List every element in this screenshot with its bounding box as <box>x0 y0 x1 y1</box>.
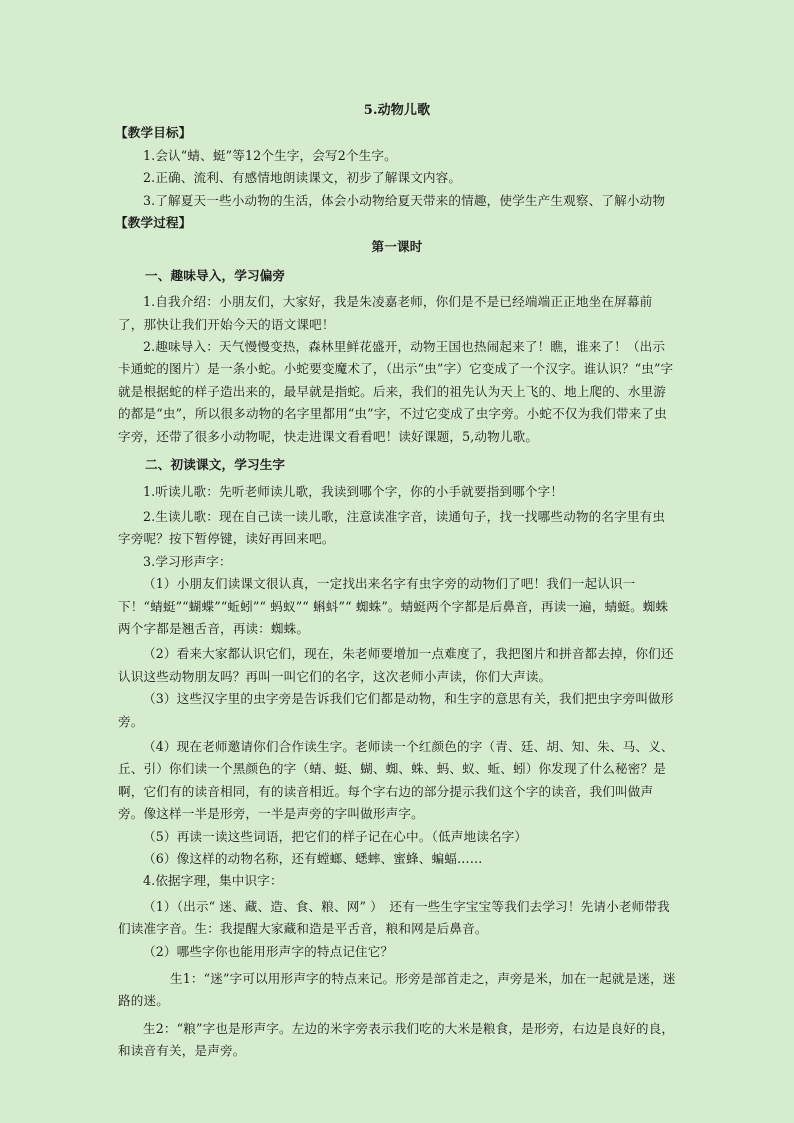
paragraph: 1.听读儿歌：先听老师读儿歌，我读到哪个字，你的小手就要指到哪个字！ <box>143 483 564 499</box>
paragraph: 生1：“迷”字可以用形声字的特点来记。形旁是部首走之，声旁是米，加在一起就是迷，迷路的迷。 <box>118 971 676 1009</box>
paragraph: 2.生读儿歌：现在自己读一读儿歌，注意读准字音，读通句子，找一找哪些动物的名字里有虫字旁呢？按下暂停键，读好再回来吧。 <box>118 508 666 547</box>
paragraph: 1.自我介绍：小朋友们，大家好，我是朱凌嘉老师，你们是不是已经端端正正地坐在屏幕前了，那快让我们开始今天的语文课吧！ <box>118 294 653 332</box>
document-body <box>115 100 676 1063</box>
lesson-title: 第一课时 <box>371 239 423 255</box>
paragraph: （4）现在老师邀请你们合作读生字。老师读一个红颜色的字（青、廷、胡、知、朱、马、义、丘、引）你们读一个黑颜色的字（蜻、蜓、蝴、蜘、蛛、蚂、蚁、蚯、蚓）你发现了什么秘密？是啊，它们有的读音相同，有的读音相近。每个字右边的部分提示我们这个字的读音，我们叫做声旁。像这样一半是形旁，一半是声旁的字叫做形声字。 <box>118 738 674 822</box>
section-heading: 二、初读课文，学习生字 <box>145 457 286 473</box>
paragraph: 2.趣味导入：天气慢慢变热，森林里鲜花盛开，动物王国也热闹起来了！瞧，谁来了！（出示卡通蛇的图片）是一条小蛇。小蛇要变魔术了，（出示“虫”字）它变成了一个汉字。谁认识？“虫”字就是根据蛇的样子造出来的，最早就是指蛇。后来，我们的祖先认为天上飞的、地上爬的、水里游的都是“虫”，所以很多动物的名字里都用“虫”字，不过它变成了虫字旁。小蛇不仅为我们带来了虫字旁，还带了很多小动物呢，快走进课文看看吧！读好课题，5,动物儿歌。 <box>118 339 674 444</box>
goal-item: 3.了解夏天一些小动物的生活，体会小动物给夏天带来的情趣，使学生产生观察、了解小动物 <box>143 192 666 208</box>
paragraph: （1）（出示“ 迷、藏、造、食、粮、网” ） 还有一些生字宝宝等我们去学习！先请小老师带我们读准字音。生：我提醒大家藏和造是平舌音，粮和网是后鼻音。 <box>118 898 670 937</box>
paragraph: 3.学习形声字： <box>143 553 232 569</box>
paragraph: （5）再读一读这些词语，把它们的样子记在心中。（低声地读名字） <box>143 828 528 844</box>
paragraph: （2）看来大家都认识它们，现在，朱老师要增加一点难度了，我把图片和拼音都去掉，你们还认识这些动物朋友吗？再叫一叫它们的名字，这次老师小声读，你们大声读。 <box>118 646 674 684</box>
paragraph: 生2：“粮”字也是形声字。左边的米字旁表示我们吃的大米是粮食，是形旁，右边是良好的良，和读音有关，是声旁。 <box>118 1020 675 1059</box>
goal-item: 1.会认“蜻、蜓”等12个生字，会写2个生字。 <box>143 147 397 163</box>
goals-heading: 【教学目标】 <box>115 125 192 141</box>
page-title: 5.动物儿歌 <box>363 103 431 118</box>
paragraph: （6）像这样的动物名称，还有螳螂、蟋蟀、蜜蜂、蝙蝠…… <box>143 851 483 866</box>
paragraph: （1）小朋友们读课文很认真，一定找出来名字有虫字旁的动物们了吧！我们一起认识一下！“蜻蜓”“蝴蝶”“蚯蚓”“ 蚂蚁”“ 蝌蚪”“ 蜘蛛”。蜻蜓两个字都是后鼻音，再读一遍，蜻蜓。蜘蛛两个字都是翘舌音，再读：蜘蛛。 <box>118 576 669 636</box>
goal-item: 2.正确、流利、有感情地朗读课文，初步了解课文内容。 <box>143 170 462 186</box>
paragraph: （3）这些汉字里的虫字旁是告诉我们它们都是动物，和生字的意思有关，我们把虫字旁叫做形旁。 <box>118 691 674 729</box>
paragraph: 4.依据字理，集中识字： <box>143 873 283 889</box>
process-heading: 【教学过程】 <box>115 215 192 231</box>
paragraph: （2）哪些字你也能用形声字的特点记住它？ <box>143 943 394 959</box>
section-heading: 一、趣味导入，学习偏旁 <box>145 267 286 283</box>
